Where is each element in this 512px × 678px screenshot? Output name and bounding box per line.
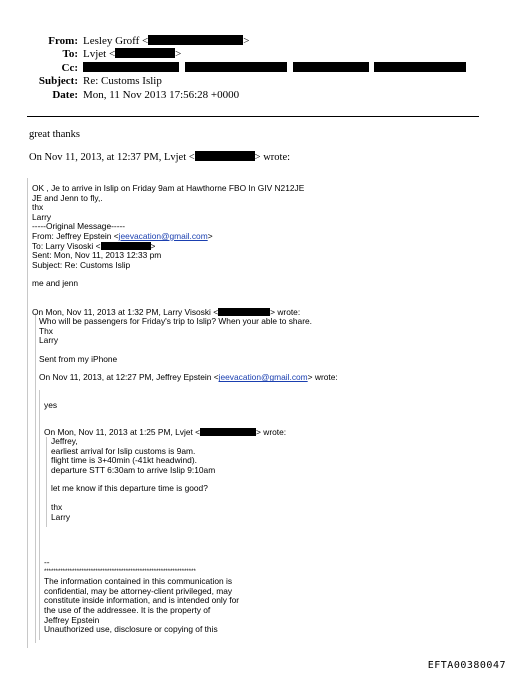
- quote-bar: [46, 437, 47, 527]
- subject-label: Subject:: [38, 75, 78, 87]
- redaction-bar: [115, 48, 175, 58]
- msg1-line3: thx: [32, 202, 44, 213]
- subject-value: Re: Customs Islip: [83, 75, 162, 87]
- disclaimer-line4: the use of the addressee. It is the property of: [44, 604, 211, 615]
- message-2: [39, 317, 338, 383]
- msg3-line4: departure STT 6:30am to arrive Islip 9:10am: [51, 464, 216, 475]
- attribution-tail: > wrote:: [256, 427, 287, 437]
- redaction-bar: [195, 151, 255, 161]
- attribution-tail: > wrote:: [270, 307, 301, 317]
- to-value: [83, 48, 181, 60]
- msg1-sent: Sent: Mon, Nov 11, 2013 12:33 pm: [32, 250, 162, 261]
- original-message-divider: -----Original Message-----: [32, 221, 126, 232]
- signature-dashes: --: [44, 557, 50, 567]
- reply-text: great thanks: [29, 129, 81, 140]
- redaction-bar: [293, 62, 369, 72]
- msg2-line2: Thx: [39, 325, 53, 336]
- msg1-line1: OK , Je to arrive in Islip on Friday 9am at Hawthorne FBO In GIV N212JE: [32, 183, 305, 193]
- from-label: From:: [48, 35, 78, 47]
- redaction-bar: [374, 62, 466, 72]
- disclaimer-line5: Jeffrey Epstein: [44, 614, 100, 625]
- msg1-subject: Subject: Re: Customs Islip: [32, 259, 131, 270]
- date-value: Mon, 11 Nov 2013 17:56:28 +0000: [83, 89, 240, 101]
- msg2-line3: Larry: [39, 335, 59, 346]
- attribution-tail: > wrote:: [254, 152, 291, 163]
- email-link[interactable]: jeevacation@gmail.com: [118, 230, 208, 241]
- message-3: [51, 437, 215, 522]
- attribution-text: On Nov 11, 2013, at 12:37 PM, Lvjet <: [29, 152, 195, 163]
- quote-bar: [27, 178, 28, 648]
- disclaimer: [44, 558, 239, 635]
- email-link[interactable]: jeevacation@gmail.com: [218, 372, 308, 383]
- star-divider: *****************************************************************: [44, 568, 196, 575]
- msg3-line2: earliest arrival for Islip customs is 9am.: [51, 445, 196, 456]
- msg2-attribution-2: [39, 373, 338, 383]
- msg1-line2: JE and Jenn to fly,.: [32, 192, 103, 203]
- attribution-text: On Nov 11, 2013, at 12:27 PM, Jeffrey Epstein <: [39, 372, 219, 383]
- disclaimer-line2: confidential, may be attorney-client privileged, may: [44, 585, 233, 596]
- to-text: To: Larry Visoski <: [32, 240, 101, 251]
- msg3-line7: Larry: [51, 511, 71, 522]
- cc-label: Cc:: [61, 62, 78, 74]
- to-tail: >: [175, 48, 182, 60]
- from-tail: >: [243, 35, 250, 47]
- redaction-bar: [185, 62, 287, 72]
- document-id: EFTA00380047: [427, 660, 506, 671]
- disclaimer-line1: The information contained in this communication is: [44, 576, 233, 587]
- disclaimer-line3: constitute inside information, and is intended only for: [44, 595, 240, 606]
- cc-value: [83, 62, 466, 74]
- redaction-bar: [101, 242, 151, 250]
- msg2-yes: yes: [44, 400, 58, 410]
- to-label: To:: [62, 48, 78, 60]
- msg3-line6: thx: [51, 501, 63, 512]
- from-text: From: Jeffrey Epstein <: [32, 230, 119, 241]
- msg2-line1: Who will be passengers for Friday's trip to Islip? When your able to share.: [39, 316, 312, 326]
- redaction-bar: [200, 428, 256, 436]
- attribution-text: On Mon, Nov 11, 2013 at 1:25 PM, Lvjet <: [44, 427, 201, 437]
- from-tail: >: [207, 230, 213, 241]
- redaction-bar: [148, 35, 243, 45]
- from-value: [83, 35, 249, 47]
- header-divider: [27, 116, 479, 117]
- attribution-text: On Mon, Nov 11, 2013 at 1:32 PM, Larry Visoski <: [32, 307, 219, 317]
- from-name: Lesley Groff <: [83, 35, 149, 47]
- msg3-line3: flight time is 3+40min (-41kt headwind).: [51, 455, 197, 466]
- redaction-bar: [83, 62, 179, 72]
- quote-bar: [35, 313, 36, 643]
- msg1-body: me and jenn: [32, 278, 79, 289]
- date-label: Date:: [52, 89, 78, 101]
- reply-attribution: [29, 151, 290, 163]
- quote-bar: [39, 390, 40, 640]
- to-tail: >: [150, 240, 156, 251]
- redaction-bar: [218, 308, 270, 316]
- attribution-tail: > wrote:: [307, 372, 338, 383]
- disclaimer-line6: Unauthorized use, disclosure or copying of this: [44, 624, 218, 635]
- to-name: Lvjet <: [83, 48, 116, 60]
- msg3-line5: let me know if this departure time is good?: [51, 483, 208, 494]
- msg1-line4: Larry: [32, 211, 52, 222]
- message-1: [32, 184, 304, 289]
- sent-from-iphone: Sent from my iPhone: [39, 353, 118, 364]
- msg3-line1: Jeffrey,: [51, 436, 78, 446]
